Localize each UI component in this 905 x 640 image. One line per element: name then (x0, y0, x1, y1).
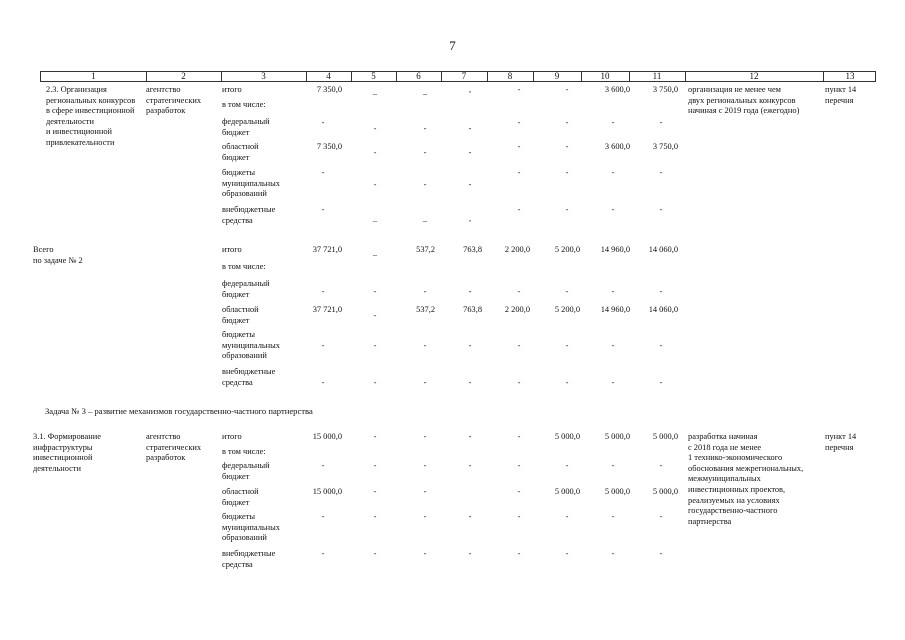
cell-dash: - (565, 549, 569, 558)
cell-dash: - (321, 378, 325, 387)
text-line: инвестиционной (33, 453, 93, 463)
text-line: средства (222, 215, 253, 225)
label-munic (222, 512, 280, 544)
cell-comma: , (468, 214, 472, 223)
text-line: двух региональных конкурсов (688, 95, 796, 105)
text-line: инфраструктуры (33, 442, 93, 452)
cell-dash: - (468, 432, 472, 441)
text-line: муниципальных (222, 522, 280, 532)
cell-value: 15 000,0 (312, 487, 342, 496)
text-line: областной (222, 142, 259, 151)
col-header-5: 5 (371, 71, 376, 81)
cell-dash: - (468, 148, 472, 157)
cell-dash: - (659, 287, 663, 296)
text-line: бюджет (222, 471, 250, 481)
label-oblast (222, 305, 259, 326)
text-line: и инвестиционной (46, 127, 113, 137)
cell-dash: - (321, 168, 325, 177)
col-header-8: 8 (507, 71, 513, 81)
text-line: агентство (146, 85, 181, 94)
text-line: бюджет (222, 152, 250, 162)
text-line: 1 технико-экономического (688, 453, 783, 463)
cell-dash: - (517, 287, 521, 296)
cell-dash: - (423, 180, 427, 189)
cell-dash: - (423, 124, 427, 133)
cell-dash: - (373, 148, 377, 157)
cell-value: 14 060,0 (648, 245, 678, 254)
text-line: стратегических (146, 442, 202, 452)
cell-dash: - (517, 432, 521, 441)
text-line: начиная с 2019 года (ежегодно) (688, 106, 800, 116)
cell-value: 2 200,0 (504, 305, 530, 314)
cell-value: 15 000,0 (312, 432, 342, 441)
cell-value: 763,8 (463, 245, 482, 254)
label-vnebud (222, 205, 275, 226)
cell-dash: - (468, 341, 472, 350)
label-oblast (222, 487, 259, 508)
cell-dash: - (321, 118, 325, 127)
label-v-tom-chisle: в том числе: (222, 100, 266, 109)
cell-dash: _ (372, 214, 378, 223)
text-line: Всего (33, 245, 54, 254)
text-line: 3.1. Формирование (33, 432, 101, 441)
text-line: бюджет (222, 289, 250, 299)
text-line: федеральный (222, 117, 270, 126)
cell-dash: - (611, 341, 615, 350)
text-line: в сфере инвестиционной (46, 106, 135, 116)
cell-dash: - (321, 341, 325, 350)
label-v-tom-chisle: в том числе: (222, 262, 266, 271)
cell-dash: - (468, 287, 472, 296)
cell-dash: - (611, 287, 615, 296)
text-line: деятельности (46, 116, 94, 126)
cell-dash: - (565, 461, 569, 470)
cell-dash: - (565, 168, 569, 177)
cell-dash: - (423, 432, 427, 441)
cell-dash: - (373, 287, 377, 296)
cell-dash: - (373, 180, 377, 189)
text-line: бюджеты (222, 168, 256, 177)
cell-dash: - (565, 85, 569, 94)
cell-dash: - (611, 205, 615, 214)
cell-value: 7 350,0 (316, 142, 342, 151)
text-line: инвестиционных проектов, (688, 484, 786, 494)
cell-dash: - (423, 287, 427, 296)
cell-dash: - (611, 512, 615, 521)
cell-dash: - (423, 378, 427, 387)
cell-dash: - (659, 549, 663, 558)
cell-value: 763,8 (463, 305, 482, 314)
cell-value: 14 060,0 (648, 305, 678, 314)
text-line: 2.3. Организация (46, 85, 107, 94)
label-munic (222, 168, 280, 200)
subtask-3-1-title (33, 432, 101, 474)
text-line: образований (222, 351, 267, 361)
text-line: реализуемых на условиях (688, 495, 780, 505)
text-line: по задаче № 2 (33, 255, 83, 265)
cell-value: 3 600,0 (604, 142, 630, 151)
cell-dash: - (517, 378, 521, 387)
label-v-tom-chisle: в том числе: (222, 447, 266, 456)
cell-dash: - (611, 118, 615, 127)
col-header-2: 2 (181, 71, 186, 81)
text-line: привлекательности (46, 137, 115, 147)
label-federal (222, 117, 270, 138)
cell-comma: , (468, 85, 472, 94)
text-line: пункт 14 (825, 85, 857, 94)
col-header-1: 1 (91, 71, 96, 81)
cell-dash: - (468, 461, 472, 470)
cell-dash: - (517, 118, 521, 127)
col-header-10: 10 (600, 71, 610, 81)
text-line: областной (222, 305, 259, 314)
col-header-4: 4 (326, 71, 331, 81)
text-line: внебюджетные (222, 205, 276, 214)
text-line: пункт 14 (825, 432, 857, 441)
cell-value: 537,2 (416, 245, 435, 254)
col-header-9: 9 (554, 71, 560, 81)
text-line: образований (222, 189, 267, 199)
cell-dash: - (468, 124, 472, 133)
column-header-row (40, 71, 876, 82)
task2-total-label (33, 245, 83, 266)
col-header-3: 3 (261, 71, 266, 81)
cell-dash: - (517, 549, 521, 558)
text-line: внебюджетные (222, 549, 276, 558)
text-line: деятельности (33, 463, 81, 473)
cell-dash: - (373, 549, 377, 558)
label-itogo: итого (222, 85, 242, 94)
text-line: бюджет (222, 315, 250, 325)
cell-value: 5 000,0 (652, 432, 678, 441)
cell-dash: - (373, 341, 377, 350)
cell-dash: - (517, 487, 521, 496)
text-line: муниципальных (222, 178, 280, 188)
cell-dash: - (611, 549, 615, 558)
cell-dash: - (373, 461, 377, 470)
text-line: областной (222, 487, 259, 496)
cell-dash: - (373, 378, 377, 387)
cell-value: 3 750,0 (652, 142, 678, 151)
cell-value: 5 000,0 (604, 432, 630, 441)
cell-dash: _ (422, 87, 428, 96)
cell-value: 5 000,0 (652, 487, 678, 496)
cell-dash: - (565, 378, 569, 387)
cell-dash: - (321, 205, 325, 214)
cell-dash: - (321, 512, 325, 521)
text-line: партнерства (688, 516, 732, 526)
subtask-2-3-ref (825, 85, 856, 106)
cell-dash: - (659, 341, 663, 350)
text-line: бюджет (222, 497, 250, 507)
subtask-2-3-title (46, 85, 135, 149)
cell-value: 5 000,0 (554, 487, 580, 496)
text-line: обоснования межрегиональных, (688, 463, 804, 473)
cell-value: 537,2 (416, 305, 435, 314)
cell-dash: - (517, 205, 521, 214)
text-line: перечня (825, 442, 854, 452)
cell-dash: - (468, 549, 472, 558)
cell-value: 7 350,0 (316, 85, 342, 94)
cell-value: 5 000,0 (554, 432, 580, 441)
text-line: организация не менее чем (688, 85, 781, 94)
text-line: бюджеты (222, 512, 256, 521)
label-vnebud (222, 549, 275, 570)
col-header-13: 13 (845, 71, 855, 81)
cell-value: 37 721,0 (312, 245, 342, 254)
cell-dash: - (321, 549, 325, 558)
cell-dash: - (321, 461, 325, 470)
cell-dash: - (468, 512, 472, 521)
subtask-2-3-agency (146, 85, 201, 117)
text-line: образований (222, 533, 267, 543)
text-line: разработка начиная (688, 432, 758, 441)
text-line: региональных конкурсов (46, 95, 136, 105)
cell-dash: - (659, 378, 663, 387)
text-line: федеральный (222, 461, 270, 470)
cell-dash: - (373, 487, 377, 496)
cell-dash: - (517, 168, 521, 177)
cell-value: 3 750,0 (652, 85, 678, 94)
col-header-7: 7 (461, 71, 467, 81)
cell-dash: - (659, 168, 663, 177)
subtask-3-1-ref (825, 432, 856, 453)
task3-heading: Задача № 3 – развитие механизмов государственно-частного партнерства (45, 406, 313, 416)
cell-value: 3 600,0 (604, 85, 630, 94)
cell-value: 14 960,0 (600, 305, 630, 314)
label-vnebud (222, 367, 275, 388)
text-line: бюджеты (222, 330, 256, 339)
subtask-2-3-result (688, 85, 799, 117)
subtask-3-1-agency (146, 432, 201, 464)
text-line: межмуниципальных (688, 474, 761, 484)
cell-dash: - (565, 341, 569, 350)
cell-dash: - (611, 168, 615, 177)
cell-dash: _ (372, 248, 378, 257)
text-line: бюджет (222, 127, 250, 137)
cell-dash: _ (422, 214, 428, 223)
cell-dash: - (373, 311, 377, 320)
label-oblast (222, 142, 259, 163)
label-itogo: итого (222, 245, 242, 254)
text-line: агентство (146, 432, 181, 441)
cell-dash: - (468, 180, 472, 189)
col-header-12: 12 (749, 71, 759, 81)
label-itogo: итого (222, 432, 242, 441)
text-line: с 2018 года не менее (688, 442, 762, 452)
cell-dash: _ (372, 87, 378, 96)
text-line: стратегических (146, 95, 202, 105)
text-line: средства (222, 559, 253, 569)
text-line: разработок (146, 453, 186, 463)
cell-dash: - (611, 378, 615, 387)
cell-dash: - (423, 512, 427, 521)
cell-dash: - (659, 512, 663, 521)
col-header-11: 11 (652, 71, 662, 81)
cell-dash: - (565, 512, 569, 521)
page-number: 7 (449, 38, 456, 53)
cell-dash: - (517, 85, 521, 94)
cell-dash: - (373, 512, 377, 521)
text-line: федеральный (222, 279, 270, 288)
cell-dash: - (423, 461, 427, 470)
cell-dash: - (468, 378, 472, 387)
cell-dash: - (321, 287, 325, 296)
cell-dash: - (423, 341, 427, 350)
cell-dash: - (659, 205, 663, 214)
text-line: муниципальных (222, 340, 280, 350)
cell-dash: - (423, 549, 427, 558)
cell-value: 2 200,0 (504, 245, 530, 254)
cell-dash: - (565, 287, 569, 296)
subtask-3-1-result (688, 432, 803, 527)
col-header-6: 6 (416, 71, 421, 81)
text-line: государственно-частного (688, 506, 778, 516)
cell-dash: - (423, 487, 427, 496)
cell-dash: - (373, 124, 377, 133)
cell-value: 37 721,0 (312, 305, 342, 314)
cell-dash: - (517, 512, 521, 521)
cell-dash: - (565, 118, 569, 127)
text-line: перечня (825, 95, 854, 105)
label-munic (222, 330, 280, 362)
cell-dash: - (517, 142, 521, 151)
cell-dash: - (517, 461, 521, 470)
cell-value: 5 000,0 (604, 487, 630, 496)
cell-dash: - (659, 461, 663, 470)
text-line: разработок (146, 106, 186, 116)
cell-value: 14 960,0 (600, 245, 630, 254)
label-federal (222, 461, 270, 482)
cell-dash: - (373, 432, 377, 441)
text-line: средства (222, 377, 253, 387)
cell-dash: - (517, 341, 521, 350)
cell-dash: - (659, 118, 663, 127)
cell-value: 5 200,0 (554, 245, 580, 254)
cell-dash: - (423, 148, 427, 157)
cell-dash: - (565, 142, 569, 151)
cell-dash: - (611, 461, 615, 470)
label-federal (222, 279, 270, 300)
cell-value: 5 200,0 (554, 305, 580, 314)
text-line: внебюджетные (222, 367, 276, 376)
cell-dash: - (565, 205, 569, 214)
